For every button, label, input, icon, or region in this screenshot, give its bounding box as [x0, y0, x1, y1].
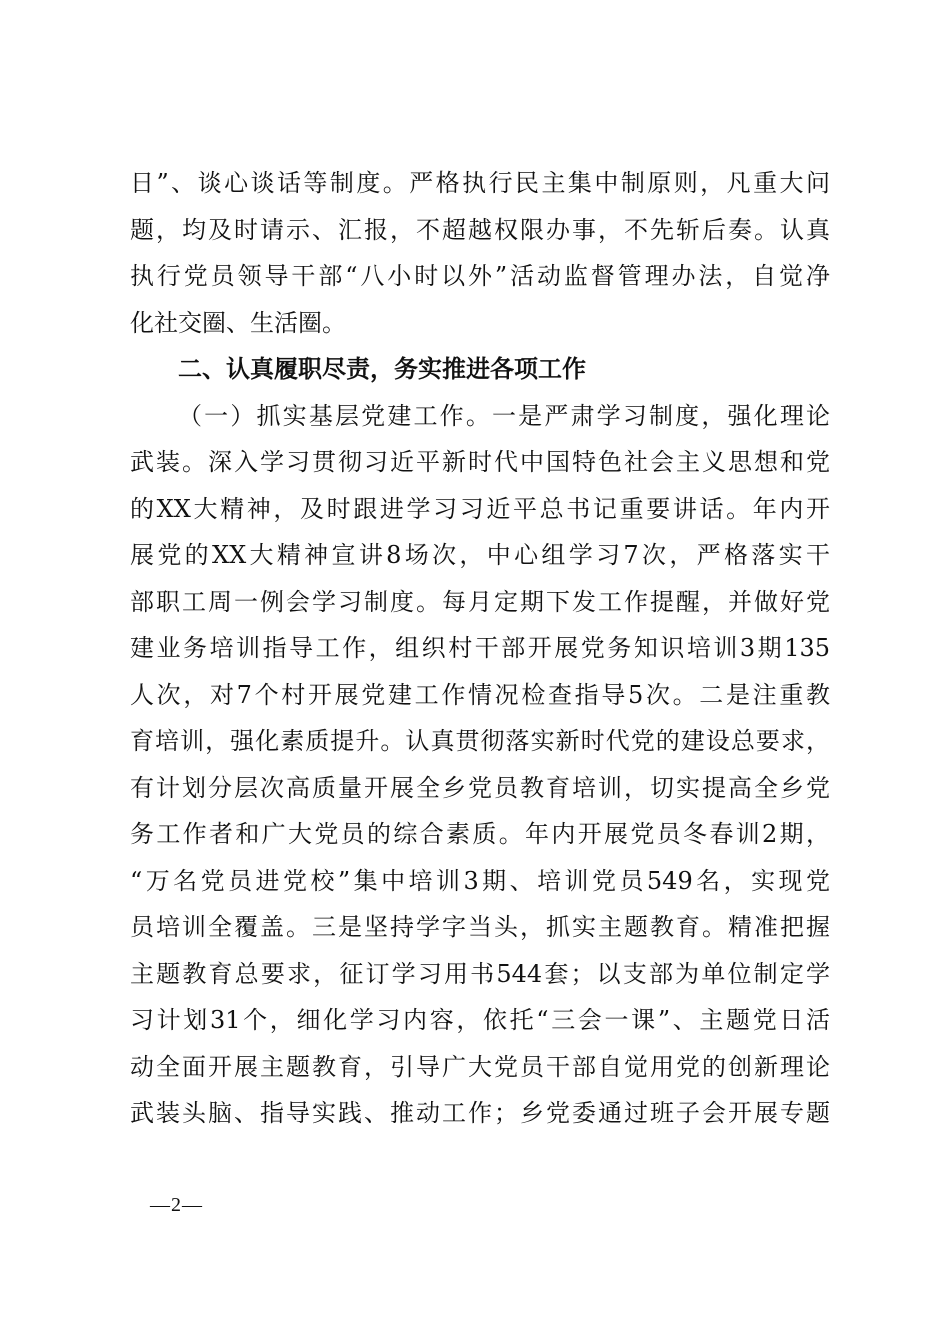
- text-line: 题，均及时请示、汇报，不超越权限办事，不先斩后奏。认真: [130, 215, 830, 244]
- text-line: 化社交圈、生活圈。: [130, 308, 346, 337]
- page-number: —2—: [150, 1194, 203, 1216]
- text-line: 展党的XX大精神宣讲8场次，中心组学习7次，严格落实干: [130, 541, 830, 569]
- text-line: 武装头脑、指导实践、推动工作；乡党委通过班子会开展专题: [130, 1099, 830, 1127]
- text-line: （一）抓实基层党建工作。一是严肃学习制度，强化理论: [178, 401, 830, 430]
- text-line: 武装。深入学习贯彻习近平新时代中国特色社会主义思想和党: [130, 448, 830, 476]
- text-line: “万名党员进党校”集中培训3期、培训党员549名，实现党: [130, 866, 830, 895]
- text-line: 建业务培训指导工作，组织村干部开展党务知识培训3期135: [130, 634, 830, 662]
- text-line: 主题教育总要求，征订学习用书544套；以支部为单位制定学: [130, 959, 830, 988]
- text-line: 的XX大精神，及时跟进学习习近平总书记重要讲话。年内开: [130, 494, 830, 523]
- text-line: 人次，对7个村开展党建工作情况检查指导5次。二是注重教: [130, 680, 830, 709]
- body-text: [130, 160, 830, 1137]
- section-heading: 二、认真履职尽责，务实推进各项工作: [178, 354, 586, 383]
- text-line: 部职工周一例会学习制度。每月定期下发工作提醒，并做好党: [130, 587, 830, 616]
- text-line: 务工作者和广大党员的综合素质。年内开展党员冬春训2期，: [130, 820, 830, 848]
- text-line: 有计划分层次高质量开展全乡党员教育培训，切实提高全乡党: [130, 773, 830, 802]
- text-line: 执行党员领导干部“八小时以外”活动监督管理办法，自觉净: [130, 262, 830, 290]
- text-line: 日”、谈心谈话等制度。严格执行民主集中制原则，凡重大问: [130, 169, 830, 197]
- text-line: 员培训全覆盖。三是坚持学字当头，抓实主题教育。精准把握: [130, 913, 830, 941]
- text-line: 动全面开展主题教育，引导广大党员干部自觉用党的创新理论: [130, 1052, 830, 1081]
- text-line: 习计划31个，细化学习内容，依托“三会一课”、主题党日活: [130, 1006, 830, 1034]
- text-line: 育培训，强化素质提升。认真贯彻落实新时代党的建设总要求，: [130, 727, 830, 755]
